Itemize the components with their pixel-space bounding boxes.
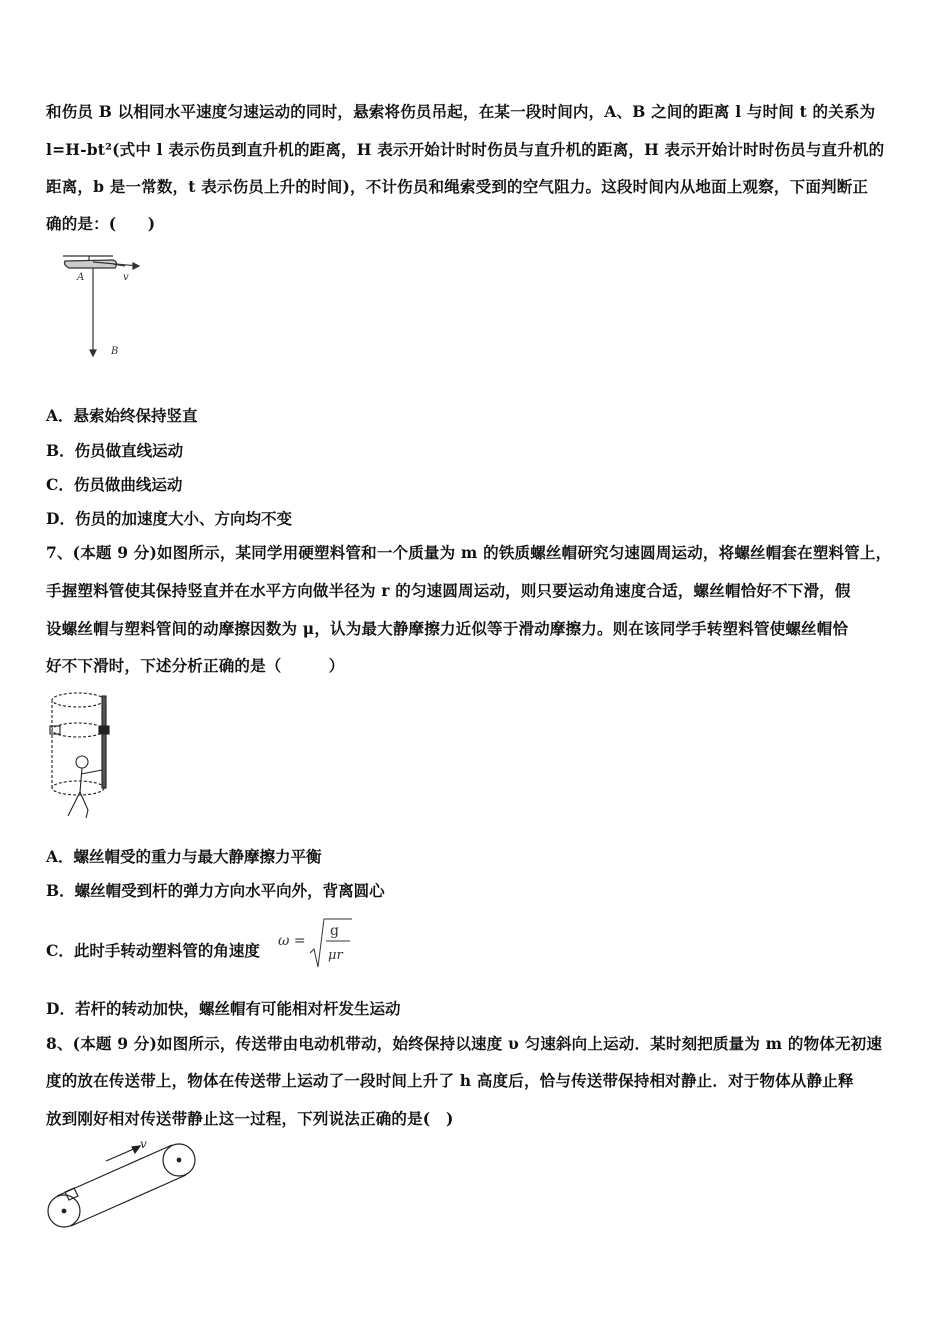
formula-denominator: μr — [328, 948, 343, 963]
q7-option-c: C．此时手转动塑料管的角速度 — [46, 941, 260, 960]
person-foot-left — [68, 808, 72, 816]
person-foot-right — [86, 810, 88, 818]
conveyor-belt-figure — [44, 1134, 204, 1234]
q7-option-a: A．螺丝帽受的重力与最大静摩擦力平衡 — [46, 847, 322, 866]
upper-pulley-axle — [177, 1158, 181, 1162]
label-a: A — [77, 272, 85, 283]
bottom-orbit-ellipse — [52, 781, 104, 795]
q6-line-2: l=H-bt²(式中 l 表示伤员到直升机的距离，H 表示开始计时时伤员与直升机的距离，H 表示开始计时时伤员与直升机的 — [46, 140, 885, 159]
q6-option-c: C．伤员做曲线运动 — [46, 475, 183, 494]
q7-option-b: B．螺丝帽受到杆的弹力方向水平向外，背离圆心 — [46, 881, 385, 900]
q6-line-4: 确的是：( ) — [46, 214, 156, 233]
q6-option-a: A．悬索始终保持竖直 — [46, 406, 198, 425]
q6-line-1: 和伤员 B 以相同水平速度匀速运动的同时，悬索将伤员吊起，在某一段时间内，A、B 之间的距离 l 与时间 t 的关系为 — [46, 102, 876, 121]
formula-lhs: ω = — [278, 933, 306, 949]
q7-line-1: 7、(本题 9 分)如图所示，某同学用硬塑料管和一个质量为 m 的铁质螺丝帽研究匀速圆周运动，将螺丝帽套在塑料管上， — [46, 543, 892, 562]
q7-line-3: 设螺丝帽与塑料管间的动摩擦因数为 μ，认为最大静摩擦力近似等于滑动摩擦力。则在该同学手转塑料管使螺丝帽恰 — [46, 619, 849, 638]
angular-velocity-formula — [276, 915, 356, 971]
label-b: B — [111, 346, 119, 357]
q7-line-2: 手握塑料管使其保持竖直并在水平方向做半径为 r 的匀速圆周运动，则只要运动角速度合适，螺丝帽恰好不下滑，假 — [46, 581, 851, 600]
helicopter-figure — [55, 252, 145, 364]
belt-velocity-label: v — [140, 1137, 147, 1151]
screw-nut — [99, 726, 109, 734]
person-body — [80, 768, 82, 792]
velocity-arrowhead — [133, 263, 139, 269]
label-v: v — [123, 272, 129, 283]
q7-option-d: D．若杆的转动加快，螺丝帽有可能相对杆发生运动 — [46, 999, 401, 1018]
spinning-tube-figure — [46, 688, 122, 824]
q6-option-b: B．伤员做直线运动 — [46, 441, 184, 460]
velocity-arrow-shaft — [106, 1148, 136, 1161]
q8-line-3: 放到刚好相对传送带静止这一过程，下列说法正确的是( ) — [46, 1109, 454, 1128]
plastic-tube — [102, 696, 106, 788]
q6-option-d: D．伤员的加速度大小、方向均不变 — [46, 509, 292, 528]
person-head — [76, 756, 88, 768]
q8-line-1: 8、(本题 9 分)如图所示，传送带由电动机带动，始终保持以速度 υ 匀速斜向上运动．某时刻把质量为 m 的物体无初速 — [46, 1034, 883, 1053]
q6-line-3: 距离，b 是一常数，t 表示伤员上升的时间)，不计伤员和绳索受到的空气阻力。这段时间内从地面上观察，下面判断正 — [46, 177, 869, 196]
velocity-arrowhead — [132, 1146, 140, 1153]
rope-arrowhead — [90, 350, 96, 356]
top-orbit-ellipse — [52, 693, 104, 707]
formula-numerator: g — [330, 923, 339, 939]
person-arm — [81, 770, 102, 774]
lower-pulley-axle — [62, 1209, 66, 1213]
q7-line-4: 好不下滑时，下述分析正确的是（ ） — [46, 656, 345, 675]
q8-line-2: 度的放在传送带上，物体在传送带上运动了一段时间上升了 h 高度后，恰与传送带保持相对静止．对于物体从静止释 — [46, 1071, 854, 1090]
helicopter-body — [65, 260, 117, 268]
